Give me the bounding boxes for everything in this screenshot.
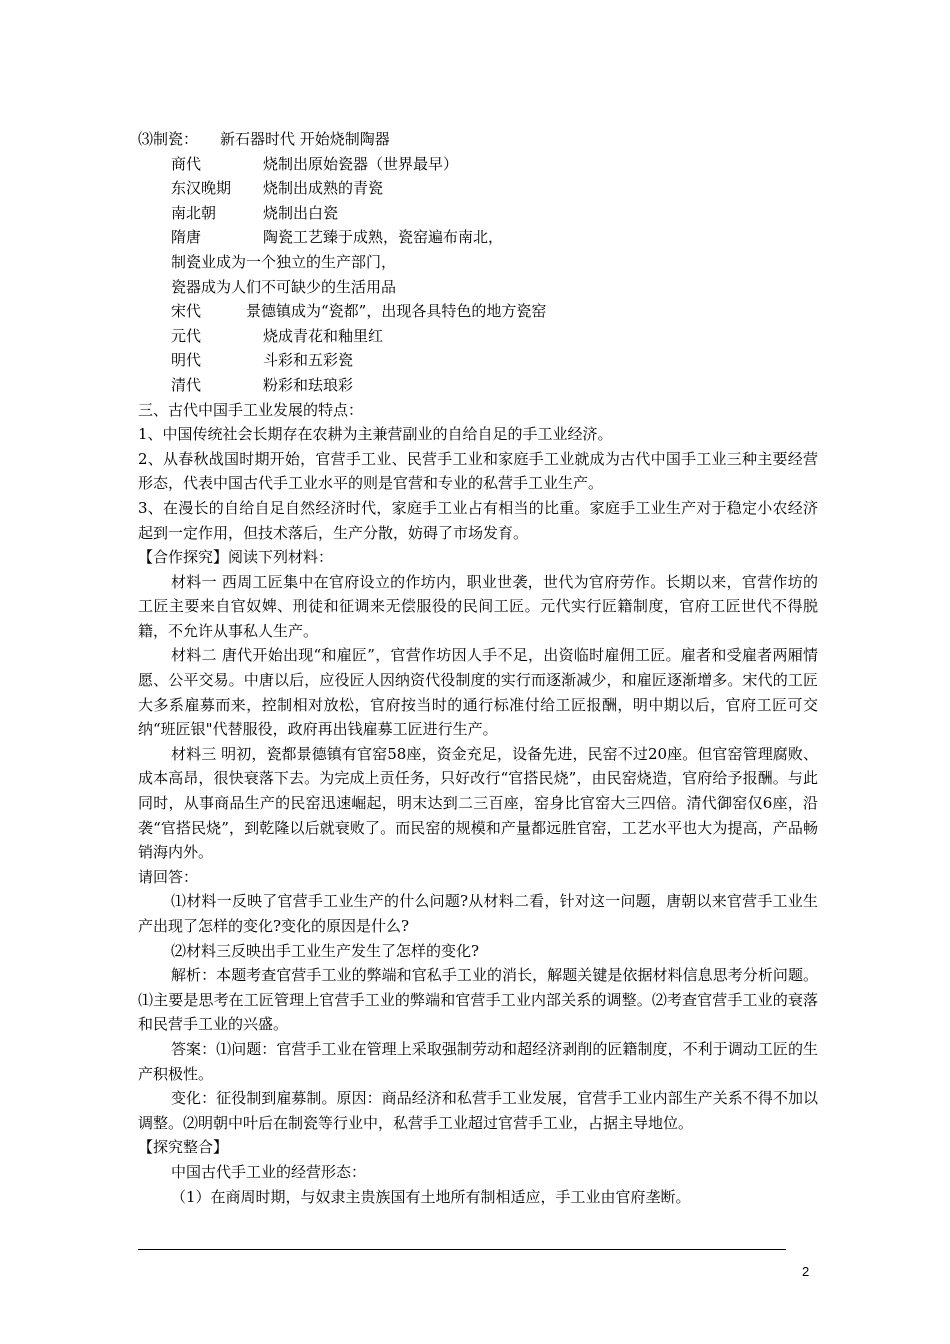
section-heading: 三、古代中国手工业发展的特点： — [138, 400, 364, 419]
ceramics-note: 制瓷业成为一个独立的生产部门， — [171, 252, 397, 271]
integration-item: （1）在商周时期，与奴隶主贵族国有土地所有制相适应，手工业由官府垄断。 — [171, 1187, 691, 1206]
ceramics-row: 隋唐 陶瓷工艺臻于成熟，瓷窑遍布南北， — [171, 228, 504, 247]
answer: 变化：征役制到雇募制。原因：商品经济和私营手工业发展，官营手工业内部生产关系不得不加以调整。⑵明朝中叶后在制瓷等行业中，私营手工业超过官营手工业，占据主导地位。 — [138, 1089, 818, 1132]
material-paragraph: 材料三 明初，瓷都景德镇有官窑58座，资金充足，设备先进，民窑不过20座。但官窑管理腐败、成本高昂，很快衰落下去。为完成上贡任务，只好改行“官搭民烧”，由民窑烧造，官府给予报酬。与此同时，从事商品生产的民窑迅速崛起，明末达到二三百座，窑身比官窑大三四倍。清代御窑仅6座，沿袭“官搭民烧”，到乾隆以后就衰败了。而民窑的规模和产量都远胜官窑，工艺水平也大为提高，产品畅销海内外。 — [138, 744, 818, 862]
material-paragraph: 材料二 唐代开始出现“和雇匠”，官营作坊因人手不足，出资临时雇佣工匠。雇者和受雇者两厢情愿、公平交易。中唐以后，应役匠人因纳资代役制度的实行而逐渐减少，和雇匠逐渐增多。宋代的工匠大多系雇募而来，控制相对放松，官府按当时的通行标准付给工匠报酬，明中期以后，官府工匠可交纳“班匠银"代替服役，政府再出钱雇募工匠进行生产。 — [138, 646, 818, 739]
document-body — [138, 127, 818, 1209]
ceramics-row: 南北朝 烧制出白瓷 — [171, 203, 339, 222]
ceramics-intro — [138, 127, 818, 152]
ceramics-row: 明代 斗彩和五彩瓷 — [171, 351, 354, 370]
integration-subheading: 中国古代手工业的经营形态： — [171, 1162, 367, 1181]
ceramics-label: ⑶制瓷： — [138, 130, 199, 148]
feature-item: 3、在漫长的自给自足自然经济时代，家庭手工业占有相当的比重。家庭手工业生产对于稳定小农经济起到一定作用，但技术落后，生产分散，妨碍了市场发育。 — [138, 498, 818, 542]
feature-item: 1、中国传统社会长期存在农耕为主兼营副业的自给自足的手工业经济。 — [138, 425, 613, 444]
ceramics-note: 瓷器成为人们不可缺少的生活用品 — [171, 277, 397, 296]
page-number: 2 — [802, 1264, 810, 1279]
ceramics-row: 商代 烧制出原始瓷器（世界最早） — [171, 154, 459, 173]
analysis: 解析：本题考查官营手工业的弊端和官私手工业的消长，解题关键是依据材料信息思考分析问题。⑴主要是思考在工匠管理上官营手工业的弊端和官营手工业内部关系的调整。⑵考查官营手工业的衰落和民营手工业的兴盛。 — [138, 966, 818, 1034]
answer: 答案：⑴问题：官营手工业在管理上采取强制劳动和超经济剥削的匠籍制度，不利于调动工匠的生产积极性。 — [138, 1039, 818, 1083]
footer-divider — [138, 1249, 786, 1250]
material-paragraph: 材料一 西周工匠集中在官府设立的作坊内，职业世袭，世代为官府劳作。长期以来，官营作坊的工匠主要来自官奴婢、刑徒和征调来无偿服役的民间工匠。元代实行匠籍制度，官府工匠世代不得脱籍，不允许从事私人生产。 — [138, 572, 818, 640]
ceramics-row: 东汉晚期 烧制出成熟的青瓷 — [171, 179, 384, 198]
ceramics-row: 宋代 景德镇成为“瓷都”，出现各具特色的地方瓷窑 — [171, 302, 547, 321]
question: ⑵材料三反映出手工业生产发生了怎样的变化? — [171, 941, 480, 960]
cooperation-heading: 【合作探究】阅读下列材料： — [138, 548, 334, 567]
question-prompt: 请回答： — [138, 867, 199, 886]
ceramics-row: 元代 烧成青花和釉里红 — [171, 326, 384, 345]
integration-heading: 【探究整合】 — [138, 1138, 229, 1157]
ceramics-intro-text: 新石器时代 开始烧制陶器 — [220, 130, 390, 148]
feature-item: 2、从春秋战国时期开始，官营手工业、民营手工业和家庭手工业就成为古代中国手工业三种主要经营形态，代表中国古代手工业水平的则是官营和专业的私营手工业生产。 — [138, 449, 818, 493]
ceramics-row: 清代 粉彩和珐琅彩 — [171, 375, 354, 394]
question: ⑴材料一反映了官营手工业生产的什么问题?从材料二看，针对这一问题，唐朝以来官营手工业生产出现了怎样的变化?变化的原因是什么? — [138, 892, 818, 935]
